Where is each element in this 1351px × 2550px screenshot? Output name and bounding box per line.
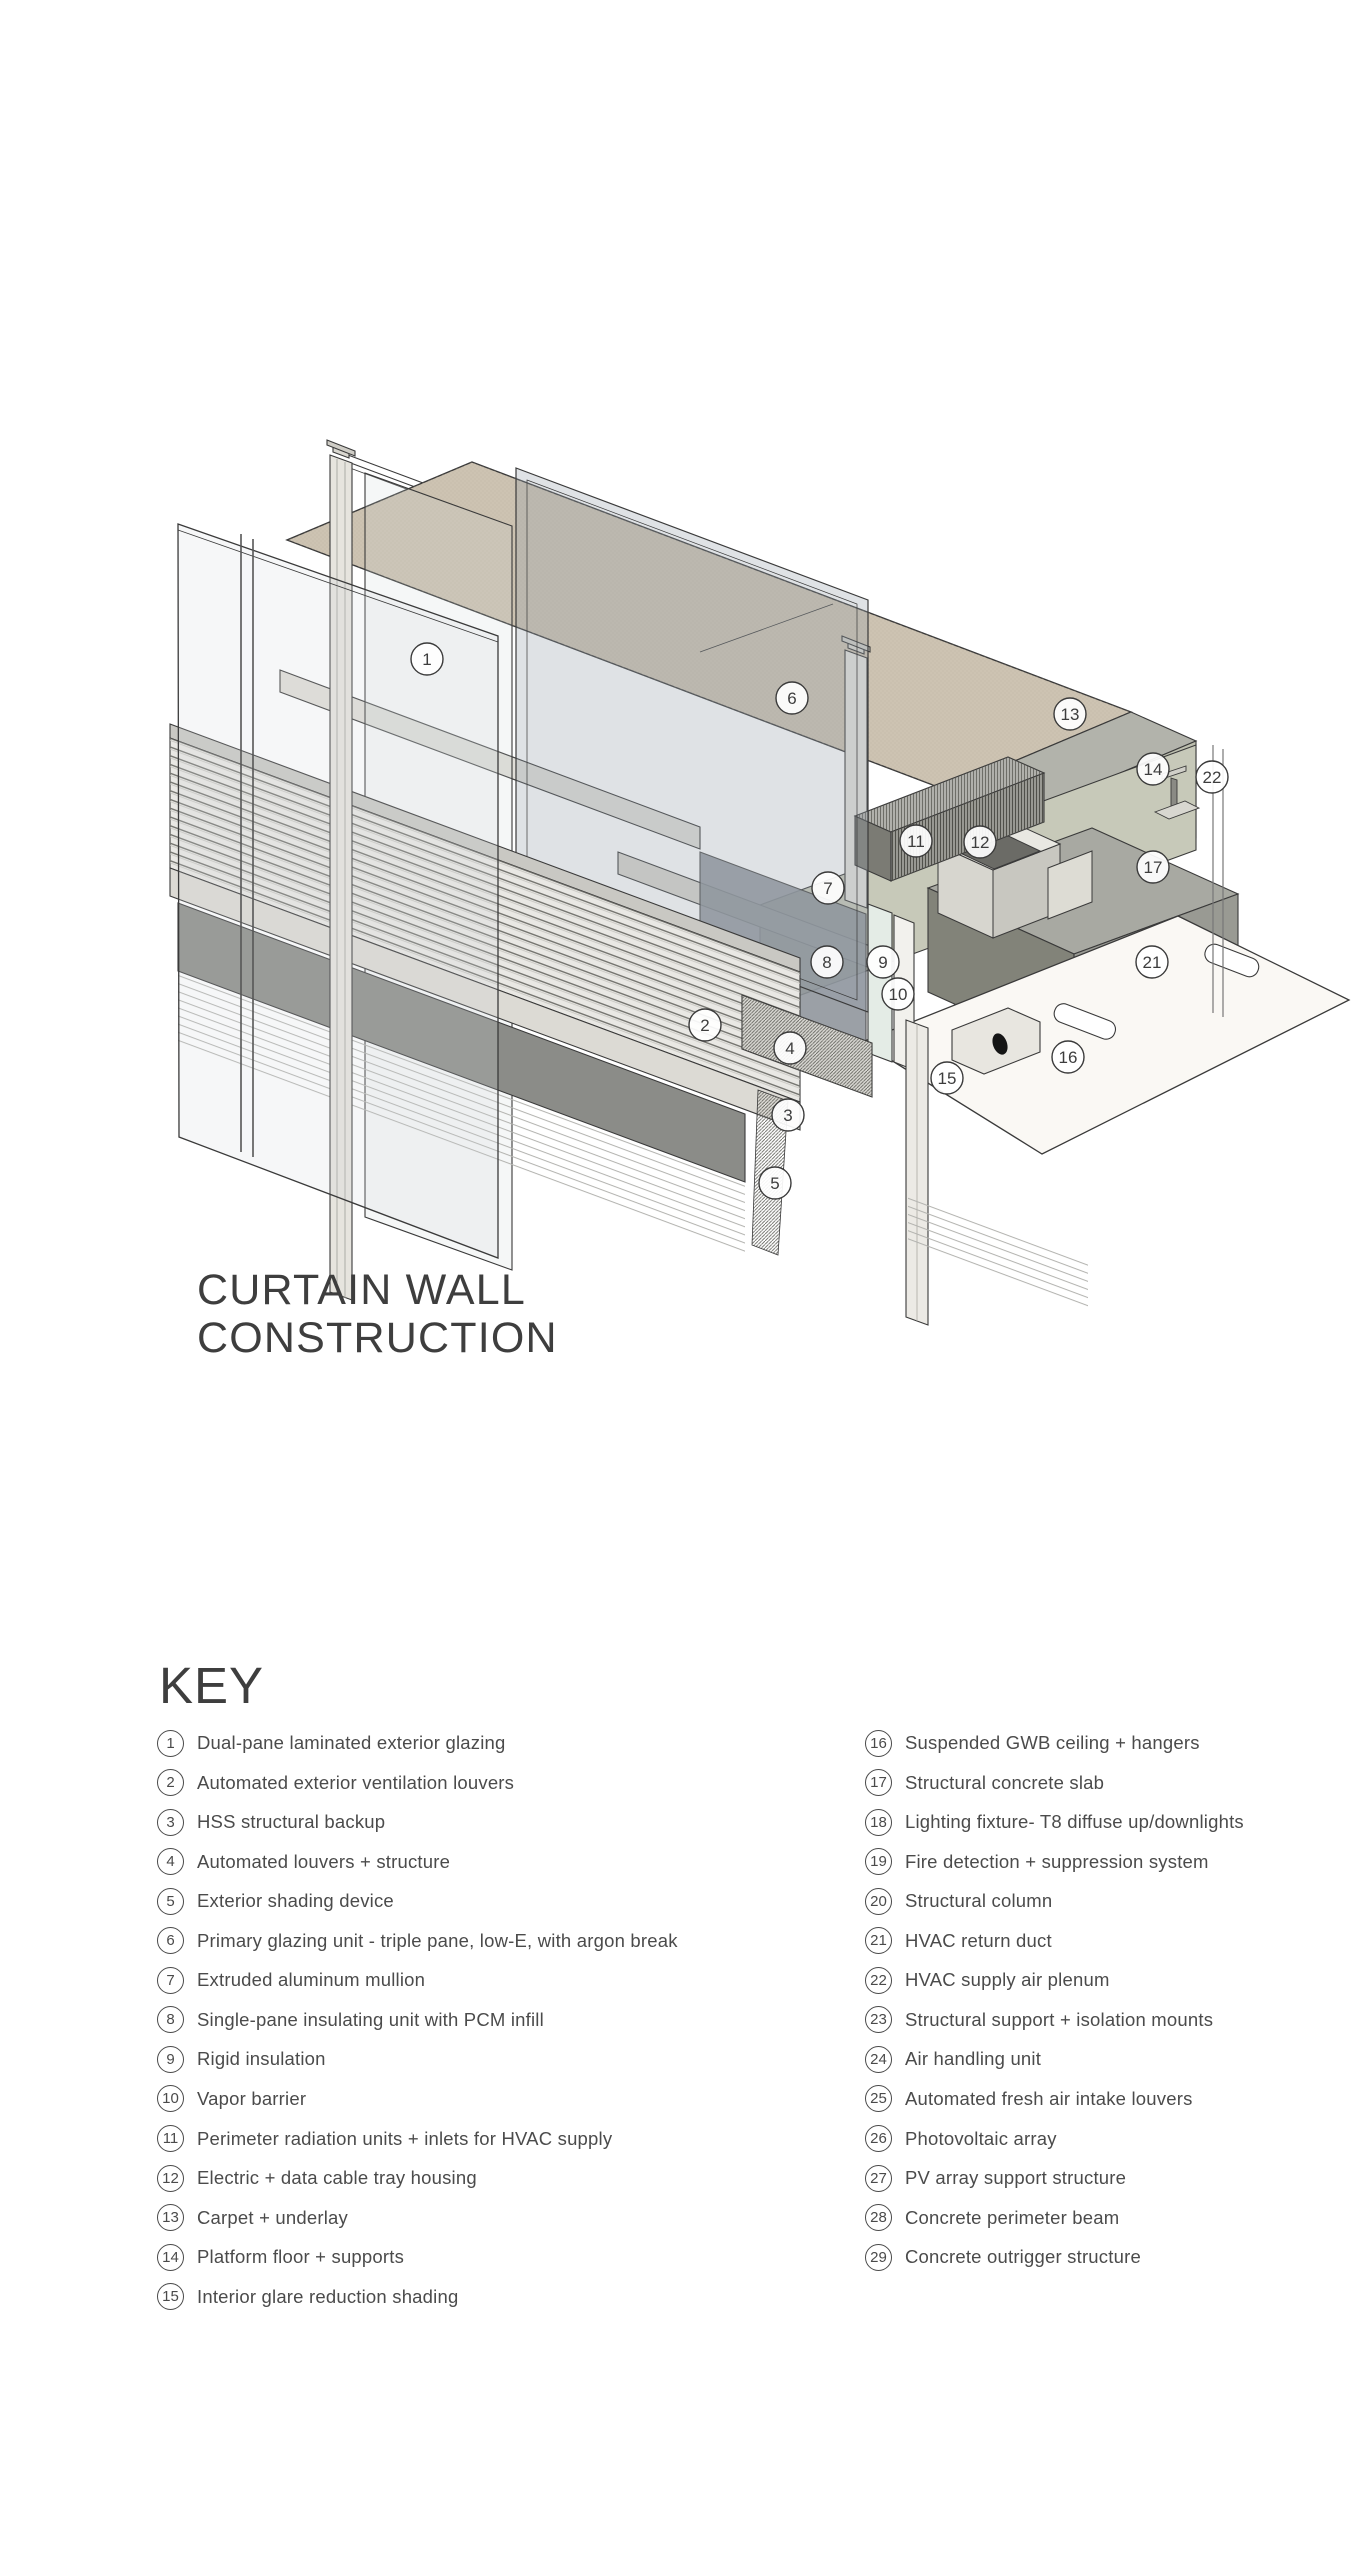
callout-17 bbox=[1137, 851, 1169, 883]
callout-22 bbox=[1196, 761, 1228, 793]
callout-8 bbox=[811, 946, 843, 978]
key-item-17 bbox=[865, 1769, 1104, 1797]
key-label: Suspended GWB ceiling + hangers bbox=[905, 1732, 1200, 1753]
svg-text:13: 13 bbox=[1060, 704, 1080, 724]
svg-text:12: 12 bbox=[970, 832, 990, 852]
svg-text:15: 15 bbox=[937, 1068, 957, 1088]
key-number-badge: 21 bbox=[865, 1927, 892, 1954]
key-number-badge: 1 bbox=[157, 1730, 184, 1757]
key-number-badge: 22 bbox=[865, 1967, 892, 1994]
key-item-24 bbox=[865, 2045, 1041, 2073]
svg-text:9: 9 bbox=[878, 952, 888, 972]
key-label: Automated fresh air intake louvers bbox=[905, 2087, 1193, 2109]
svg-text:1: 1 bbox=[422, 649, 432, 669]
key-item-16 bbox=[865, 1729, 1200, 1757]
svg-text:11: 11 bbox=[907, 831, 925, 851]
key-number-badge: 26 bbox=[865, 2125, 892, 2152]
key-label: Primary glazing unit - triple pane, low-E, with argon break bbox=[197, 1929, 678, 1951]
key-item-13 bbox=[157, 2204, 348, 2232]
key-item-23 bbox=[865, 2006, 1213, 2034]
key-label: HSS structural backup bbox=[197, 1811, 386, 1833]
key-label: Platform floor + supports bbox=[197, 2246, 405, 2268]
drawing-title-line1: CURTAIN WALL bbox=[197, 1266, 526, 1314]
svg-text:6: 6 bbox=[787, 688, 797, 708]
key-label: Concrete perimeter beam bbox=[905, 2206, 1120, 2228]
key-number-badge: 28 bbox=[865, 2204, 892, 2231]
key-label: Structural concrete slab bbox=[905, 1771, 1105, 1793]
key-label: Electric + data cable tray housing bbox=[197, 2167, 477, 2189]
callout-15 bbox=[931, 1062, 963, 1094]
key-item-2 bbox=[157, 1769, 514, 1797]
interior-glare-shading-slats bbox=[908, 1195, 1088, 1308]
key-item-4 bbox=[157, 1848, 450, 1876]
key-label: Interior glare reduction shading bbox=[197, 2285, 459, 2307]
key-number-badge: 19 bbox=[865, 1848, 892, 1875]
outer-laminated-glass-pane bbox=[178, 524, 498, 1258]
key-item-19 bbox=[865, 1848, 1209, 1876]
key-label: Automated louvers + structure bbox=[197, 1850, 451, 1872]
key-item-25 bbox=[865, 2085, 1193, 2113]
key-item-20 bbox=[865, 1887, 1052, 1915]
key-label: Single-pane insulating unit with PCM infill bbox=[197, 2008, 544, 2030]
drawing-title-line2: CONSTRUCTION bbox=[197, 1314, 558, 1362]
key-label: Vapor barrier bbox=[197, 2087, 307, 2109]
key-item-18 bbox=[865, 1808, 1244, 1836]
key-label: Exterior shading device bbox=[197, 1890, 394, 1912]
key-item-21 bbox=[865, 1927, 1052, 1955]
callout-10 bbox=[882, 978, 914, 1010]
key-item-12 bbox=[157, 2164, 477, 2192]
callout-2 bbox=[689, 1009, 721, 1041]
key-number-badge: 14 bbox=[157, 2244, 184, 2271]
key-number-badge: 3 bbox=[157, 1809, 184, 1836]
key-heading: KEY bbox=[159, 1657, 265, 1714]
key-item-26 bbox=[865, 2125, 1057, 2153]
key-number-badge: 10 bbox=[157, 2085, 184, 2112]
callout-7 bbox=[812, 872, 844, 904]
key-label: Lighting fixture- T8 diffuse up/downlights bbox=[905, 1811, 1244, 1833]
key-label: Fire detection + suppression system bbox=[905, 1850, 1209, 1872]
key-number-badge: 25 bbox=[865, 2085, 892, 2112]
key-item-10 bbox=[157, 2085, 306, 2113]
key-number-badge: 4 bbox=[157, 1848, 184, 1875]
callout-11 bbox=[900, 825, 932, 857]
svg-text:3: 3 bbox=[783, 1105, 793, 1125]
key-label: HVAC return duct bbox=[905, 1929, 1052, 1951]
svg-text:7: 7 bbox=[823, 878, 833, 898]
svg-text:2: 2 bbox=[700, 1015, 710, 1035]
callout-1 bbox=[411, 643, 443, 675]
key-item-11 bbox=[157, 2125, 612, 2153]
svg-text:14: 14 bbox=[1143, 759, 1163, 779]
svg-text:22: 22 bbox=[1202, 767, 1222, 787]
key-number-badge: 9 bbox=[157, 2046, 184, 2073]
callout-12 bbox=[964, 826, 996, 858]
key-number-badge: 27 bbox=[865, 2165, 892, 2192]
key-label: PV array support structure bbox=[905, 2167, 1127, 2189]
key-number-badge: 2 bbox=[157, 1769, 184, 1796]
key-number-badge: 15 bbox=[157, 2283, 184, 2310]
key-item-15 bbox=[157, 2283, 458, 2311]
svg-text:5: 5 bbox=[770, 1173, 780, 1193]
key-item-8 bbox=[157, 2006, 544, 2034]
key-number-badge: 6 bbox=[157, 1927, 184, 1954]
key-label: Photovoltaic array bbox=[905, 2127, 1057, 2149]
key-label: Structural column bbox=[905, 1890, 1053, 1912]
key-number-badge: 7 bbox=[157, 1967, 184, 1994]
svg-text:21: 21 bbox=[1142, 952, 1162, 972]
callout-13 bbox=[1054, 698, 1086, 730]
key-item-7 bbox=[157, 1966, 425, 1994]
key-number-badge: 17 bbox=[865, 1769, 892, 1796]
svg-text:10: 10 bbox=[888, 984, 908, 1004]
key-item-9 bbox=[157, 2045, 326, 2073]
callout-4 bbox=[774, 1032, 806, 1064]
key-number-badge: 5 bbox=[157, 1888, 184, 1915]
key-label: Concrete outrigger structure bbox=[905, 2246, 1141, 2268]
key-label: Automated exterior ventilation louvers bbox=[197, 1771, 515, 1793]
key-item-1 bbox=[157, 1729, 506, 1757]
key-item-22 bbox=[865, 1966, 1110, 1994]
key-number-badge: 24 bbox=[865, 2046, 892, 2073]
callout-3 bbox=[772, 1099, 804, 1131]
drawing-title bbox=[197, 1266, 558, 1362]
callout-5 bbox=[759, 1167, 791, 1199]
key-item-28 bbox=[865, 2204, 1119, 2232]
key-item-3 bbox=[157, 1808, 385, 1836]
callout-16 bbox=[1052, 1041, 1084, 1073]
key-label: Extruded aluminum mullion bbox=[197, 1969, 426, 1991]
key-number-badge: 29 bbox=[865, 2244, 892, 2271]
key-label: Carpet + underlay bbox=[197, 2206, 348, 2228]
svg-text:16: 16 bbox=[1058, 1047, 1078, 1067]
lower-front-mullion bbox=[906, 1020, 928, 1325]
callout-6 bbox=[776, 682, 808, 714]
key-item-6 bbox=[157, 1927, 678, 1955]
key-label: Perimeter radiation units + inlets for HVAC supply bbox=[197, 2127, 613, 2149]
key-label: Structural support + isolation mounts bbox=[905, 2008, 1214, 2030]
key-item-5 bbox=[157, 1887, 394, 1915]
callout-21 bbox=[1136, 946, 1168, 978]
callout-14 bbox=[1137, 753, 1169, 785]
key-number-badge: 23 bbox=[865, 2006, 892, 2033]
key-number-badge: 13 bbox=[157, 2204, 184, 2231]
key-number-badge: 18 bbox=[865, 1809, 892, 1836]
key-number-badge: 16 bbox=[865, 1730, 892, 1757]
svg-text:17: 17 bbox=[1143, 857, 1163, 877]
key-label: Rigid insulation bbox=[197, 2048, 326, 2070]
key-number-badge: 20 bbox=[865, 1888, 892, 1915]
key-label: Air handling unit bbox=[905, 2048, 1042, 2070]
key-label: Dual-pane laminated exterior glazing bbox=[197, 1732, 506, 1753]
key-item-27 bbox=[865, 2164, 1126, 2192]
key-number-badge: 8 bbox=[157, 2006, 184, 2033]
callout-9 bbox=[867, 946, 899, 978]
key-item-29 bbox=[865, 2243, 1141, 2271]
svg-text:4: 4 bbox=[785, 1038, 795, 1058]
key-item-14 bbox=[157, 2243, 404, 2271]
key-number-badge: 11 bbox=[157, 2125, 184, 2152]
svg-text:8: 8 bbox=[822, 952, 832, 972]
key-label: HVAC supply air plenum bbox=[905, 1969, 1110, 1991]
key-number-badge: 12 bbox=[157, 2165, 184, 2192]
